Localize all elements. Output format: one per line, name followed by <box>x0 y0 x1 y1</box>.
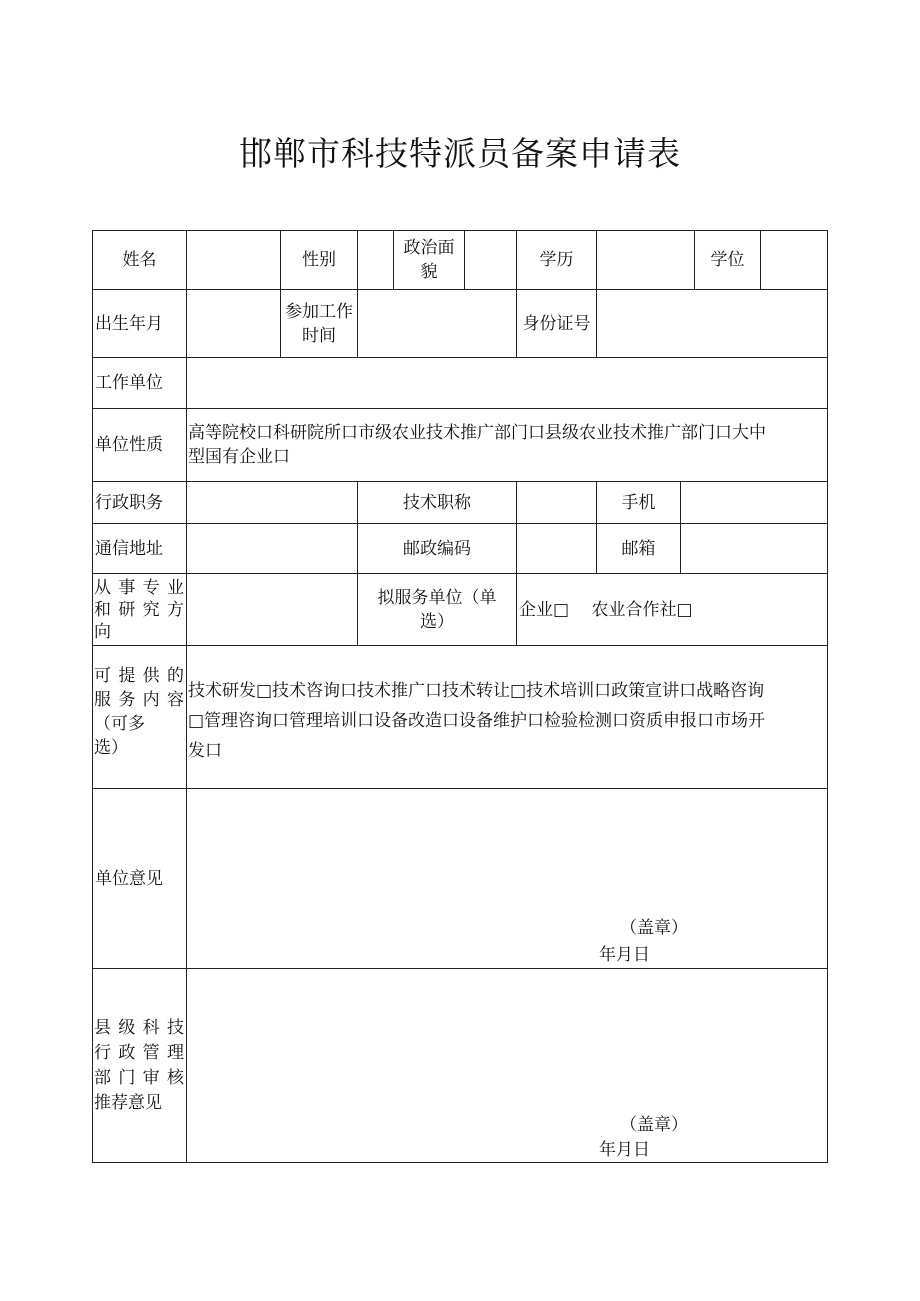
tech-title-label <box>358 482 516 523</box>
unit-nature-label <box>93 409 186 481</box>
work-unit-label-text: 工作单位 <box>95 373 163 393</box>
county-opinion-date: 年月日 <box>599 1140 650 1160</box>
tech-title-label-text: 技术职称 <box>403 492 471 513</box>
research-direction-label-line1: 从事专业 <box>94 577 184 598</box>
research-direction-label-line2: 和研究方 <box>94 599 184 620</box>
gender-label <box>281 231 357 289</box>
unit-nature-options-line2: 型国有企业口 <box>188 447 290 467</box>
political-status-field[interactable] <box>465 231 516 289</box>
row-divider <box>92 645 828 646</box>
email-label <box>597 524 680 573</box>
research-direction-label-line3: 向 <box>94 621 111 642</box>
unit-nature-label-text: 单位性质 <box>95 435 163 455</box>
admin-post-label-text: 行政职务 <box>95 492 163 513</box>
service-unit-label-line2: 选） <box>420 611 454 632</box>
county-opinion-seal: （盖章） <box>620 1115 688 1135</box>
services-options-line3: 发口 <box>188 741 222 761</box>
work-unit-label <box>93 358 186 408</box>
county-opinion-label <box>94 1016 184 1116</box>
county-opinion-label-line1: 县级科技 <box>94 1018 184 1038</box>
unit-opinion-label-text: 单位意见 <box>95 868 163 889</box>
row-divider <box>92 1162 828 1163</box>
postcode-field[interactable] <box>517 524 596 573</box>
postcode-label-text: 邮政编码 <box>403 538 471 559</box>
county-opinion-field[interactable] <box>187 969 827 1162</box>
education-label-text: 学历 <box>539 250 574 270</box>
services-label-line1: 可提供的 <box>94 666 184 686</box>
service-unit-options[interactable] <box>517 574 827 645</box>
address-field[interactable] <box>187 524 357 573</box>
mobile-label-text: 手机 <box>621 492 656 513</box>
email-label-text: 邮箱 <box>621 538 656 559</box>
services-options-line2: □管理咨询口管理培训口设备改造口设备维护口检验检测口资质申报口市场开 <box>188 711 766 731</box>
services-label-line4: 选） <box>94 738 128 758</box>
email-field[interactable] <box>681 524 827 573</box>
address-label-text: 通信地址 <box>95 538 163 559</box>
birth-label <box>93 290 186 357</box>
unit-nature-options[interactable] <box>188 409 826 481</box>
work-start-label-line2: 时间 <box>302 325 336 346</box>
work-unit-field[interactable] <box>187 358 827 408</box>
unit-opinion-field[interactable] <box>187 789 827 968</box>
services-label-line3: （可多 <box>94 714 145 734</box>
address-label <box>93 524 186 573</box>
id-number-field[interactable] <box>597 290 827 357</box>
work-start-field[interactable] <box>358 290 516 357</box>
service-unit-label <box>358 574 516 645</box>
service-unit-options-text: 企业□ 农业合作社□ <box>519 599 693 620</box>
admin-post-field[interactable] <box>187 482 357 523</box>
services-options[interactable] <box>188 676 826 766</box>
gender-label-text: 性别 <box>302 250 336 270</box>
county-opinion-label-line2: 行政管理 <box>94 1043 184 1063</box>
unit-opinion-seal: （盖章） <box>620 918 688 938</box>
degree-label <box>695 231 760 289</box>
education-label <box>517 231 596 289</box>
research-direction-field[interactable] <box>187 574 357 645</box>
services-label <box>94 664 184 768</box>
county-opinion-label-line4: 推荐意见 <box>94 1093 162 1113</box>
service-unit-label-line1: 拟服务单位（单 <box>377 587 497 608</box>
name-field[interactable] <box>187 231 280 289</box>
work-start-label <box>281 290 357 357</box>
unit-opinion-label <box>93 789 186 968</box>
id-number-label <box>517 290 596 357</box>
degree-field[interactable] <box>761 231 827 289</box>
political-status-label <box>394 231 464 289</box>
services-label-line2: 服务内容 <box>94 690 184 710</box>
work-start-label-line1: 参加工作 <box>285 301 353 322</box>
name-label <box>93 231 186 289</box>
id-number-label-text: 身份证号 <box>522 313 591 334</box>
gender-field[interactable] <box>358 231 393 289</box>
county-opinion-label-line3: 部门审核 <box>94 1068 184 1088</box>
tech-title-field[interactable] <box>517 482 596 523</box>
unit-nature-options-line1: 高等院校口科研院所口市级农业技术推广部门口县级农业技术推广部门口大中 <box>188 423 766 443</box>
admin-post-label <box>93 482 186 523</box>
name-label-text: 姓名 <box>122 250 157 270</box>
research-direction-label <box>94 574 184 645</box>
political-status-label-line1: 政治面 <box>403 238 455 258</box>
birth-label-text: 出生年月 <box>95 313 163 334</box>
page-title: 邯郸市科技特派员备案申请表 <box>239 134 681 173</box>
unit-opinion-date: 年月日 <box>599 945 650 965</box>
postcode-label <box>358 524 516 573</box>
birth-field[interactable] <box>187 290 280 357</box>
degree-label-text: 学位 <box>710 250 745 270</box>
education-field[interactable] <box>597 231 694 289</box>
services-options-line1: 技术研发□技术咨询口技术推广口技术转让□技术培训口政策宣讲口战略咨询 <box>188 681 765 701</box>
mobile-field[interactable] <box>681 482 827 523</box>
mobile-label <box>597 482 680 523</box>
political-status-label-line2: 貌 <box>420 262 438 282</box>
column-divider <box>827 230 828 1163</box>
